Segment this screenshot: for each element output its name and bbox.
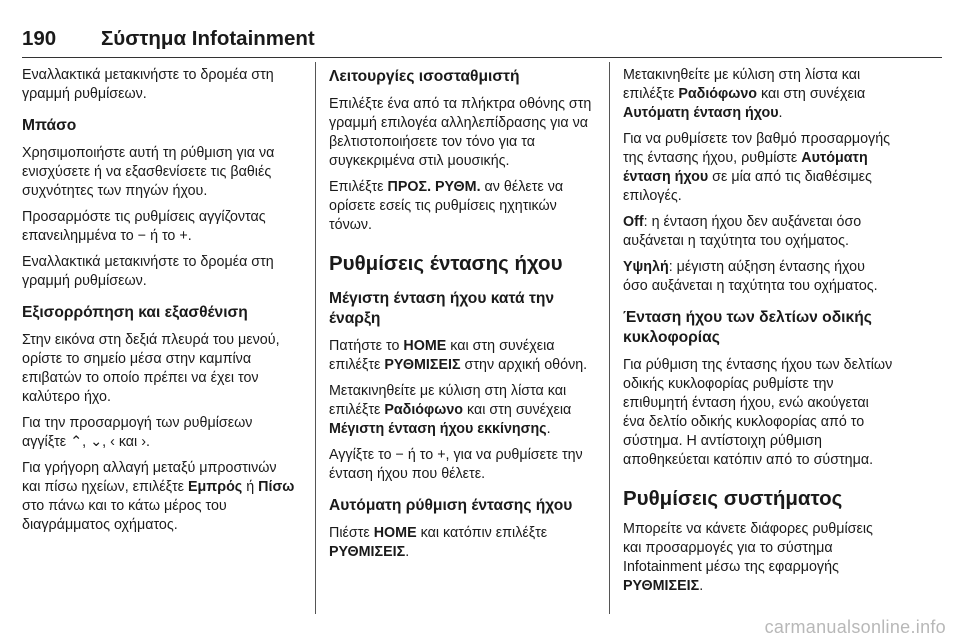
- paragraph: [22, 414, 298, 452]
- page-header: [22, 27, 315, 51]
- page-title: Σύστημα Infotainment: [101, 27, 315, 50]
- paragraph: Για ρύθμιση της έντασης ήχου των δελτίων οδικής κυκλοφορίας ρυθμίστε την επιθυμητή ένταση ήχου, ενώ ακούγεται ένα δελτίο οδικής κυκλοφορίας από το σύστημα. Η αντίστοιχη ρύθμιση αποθηκεύεται κατόπιν από το σύστημα.: [623, 357, 893, 468]
- text: .: [699, 578, 704, 594]
- text: στο πάνω και το κάτω μέρος του διαγράμματος οχήματος.: [22, 498, 227, 533]
- text: Μετακινηθείτε με κύλιση στη λίστα και επιλέξτε: [329, 383, 567, 418]
- radio-label: Ραδιόφωνο: [384, 402, 464, 418]
- paragraph: Εναλλακτικά μετακινήστε το δρομέα στη γραμμή ρυθμίσεων.: [22, 67, 274, 102]
- page-number: 190: [22, 27, 57, 50]
- minus-icon: −: [395, 447, 404, 463]
- text: και κατόπιν επιλέξτε: [420, 525, 548, 541]
- heading-bass: Μπάσο: [22, 117, 77, 134]
- paragraph: Επιλέξτε ένα από τα πλήκτρα οθόνης στη γραμμή επιλογέα αλληλεπίδρασης για να βελτιστοποιήσετε τον τόνο για τα συγκεκριμένα στιλ μουσικής.: [329, 96, 592, 169]
- text: και στη συνέχεια: [467, 402, 572, 418]
- column-2: [329, 62, 599, 569]
- settings-label: ΡΥΘΜΙΣΕΙΣ: [384, 357, 461, 373]
- option-rear: Πίσω: [258, 479, 295, 495]
- text: , για να ρυθμίσετε την ένταση ήχου που θέλετε.: [329, 447, 583, 482]
- paragraph: [329, 446, 599, 484]
- heading-traffic-volume: Ένταση ήχου των δελτίων οδικής κυκλοφορίας: [623, 309, 872, 346]
- text: ή το: [407, 447, 434, 463]
- heading-volume-settings: Ρυθμίσεις έντασης ήχου: [329, 252, 563, 275]
- text: .: [405, 544, 410, 560]
- option-front: Εμπρός: [188, 479, 243, 495]
- column-1: [22, 62, 298, 542]
- column-divider-1: [315, 62, 316, 614]
- chevron-left-icon: ‹: [110, 434, 115, 450]
- heading-max-startup-volume: Μέγιστη ένταση ήχου κατά την έναρξη: [329, 290, 555, 327]
- text: ,: [102, 434, 107, 450]
- heading-balance: Εξισορρόπηση και εξασθένιση: [22, 304, 248, 321]
- text: Για την προσαρμογή των ρυθμίσεων αγγίξτε: [22, 415, 253, 450]
- text: ή το: [150, 228, 176, 244]
- text: Αγγίξτε το: [329, 447, 392, 463]
- chevron-right-icon: ›: [141, 434, 146, 450]
- text: αν θέλετε να ορίσετε εσείς τις ρυθμίσεις ηχητικών τόνων.: [329, 179, 564, 233]
- text: ή: [246, 479, 255, 495]
- text: : μέγιστη αύξηση έντασης ήχου όσο αυξάνεται η ταχύτητα του οχήματος.: [623, 259, 878, 294]
- paragraph: [623, 66, 893, 123]
- text: Για γρήγορη αλλαγή μεταξύ μπροστινών και πίσω ηχείων, επιλέξτε: [22, 460, 277, 495]
- text: Πιέστε: [329, 525, 370, 541]
- heading-auto-volume: Αυτόματη ρύθμιση έντασης ήχου: [329, 497, 573, 514]
- paragraph: [329, 178, 599, 235]
- paragraph: [329, 337, 599, 375]
- chevron-up-icon: ⌃: [70, 434, 83, 450]
- home-label: HOME: [373, 525, 417, 541]
- paragraph: [329, 382, 599, 439]
- paragraph: [22, 459, 298, 535]
- column-divider-2: [609, 62, 610, 614]
- text: .: [778, 105, 783, 121]
- column-3: [623, 62, 893, 603]
- text: και στη συνέχεια: [761, 86, 866, 102]
- heading-equalizer: Λειτουργίες ισοσταθμιστή: [329, 68, 520, 85]
- option-high: Υψηλή: [623, 259, 669, 275]
- heading-system-settings: Ρυθμίσεις συστήματος: [623, 487, 843, 510]
- radio-label: Ραδιόφωνο: [678, 86, 758, 102]
- text: Μετακινηθείτε με κύλιση στη λίστα και επιλέξτε: [623, 67, 861, 102]
- text: Για να ρυθμίσετε τον βαθμό προσαρμογής της έντασης ήχου, ρυθμίστε: [623, 131, 891, 166]
- paragraph: [623, 520, 893, 596]
- text: σε μία από τις διαθέσιμες επιλογές.: [623, 169, 872, 204]
- paragraph: Χρησιμοποιήστε αυτή τη ρύθμιση για να ενισχύσετε ή να εξασθενίσετε τις βαθιές συχνότητες των πηγών ήχου.: [22, 145, 275, 199]
- minus-icon: −: [137, 228, 147, 244]
- settings-label: ΡΥΘΜΙΣΕΙΣ: [623, 578, 700, 594]
- auto-volume-label: Αυτόματη ένταση ήχου: [623, 105, 779, 121]
- settings-label: ΡΥΘΜΙΣΕΙΣ: [329, 544, 406, 560]
- max-startup-volume-label: Μέγιστη ένταση ήχου εκκίνησης: [329, 421, 547, 437]
- paragraph: [329, 524, 599, 562]
- text: : η ένταση ήχου δεν αυξάνεται όσο αυξάνεται η ταχύτητα του οχήματος.: [623, 214, 862, 249]
- text: Μπορείτε να κάνετε διάφορες ρυθμίσεις και προσαρμογές για το σύστημα Infotainment μέσω της εφαρμογής: [623, 521, 873, 575]
- text: .: [145, 434, 150, 450]
- text: ,: [82, 434, 87, 450]
- text: και στη συνέχεια επιλέξτε: [329, 338, 555, 373]
- plus-icon: +: [179, 228, 188, 244]
- chevron-down-icon: ⌄: [90, 434, 103, 450]
- watermark: carmanualsonline.info: [764, 617, 946, 637]
- text: στην αρχική οθόνη.: [464, 357, 588, 373]
- home-label: HOME: [403, 338, 447, 354]
- paragraph: [623, 130, 893, 206]
- header-rule: [22, 57, 942, 58]
- auto-volume-label: Αυτόματη ένταση ήχου: [623, 150, 868, 185]
- text: Προσαρμόστε τις ρυθμίσεις αγγίζοντας επανειλημμένα το: [22, 209, 266, 244]
- text: και: [118, 434, 138, 450]
- plus-icon: +: [437, 447, 446, 463]
- text: Πατήστε το: [329, 338, 400, 354]
- paragraph: Στην εικόνα στη δεξιά πλευρά του μενού, ορίστε το σημείο μέσα στην καμπίνα επιβατών το οποίο πρέπει να έχει τον καλύτερο ήχο.: [22, 332, 280, 405]
- paragraph: Εναλλακτικά μετακινήστε το δρομέα στη γραμμή ρυθμίσεων.: [22, 254, 274, 289]
- option-custom: ΠΡΟΣ. ΡΥΘΜ.: [387, 179, 481, 195]
- paragraph: [623, 213, 893, 251]
- paragraph: [22, 208, 298, 246]
- text: .: [546, 421, 551, 437]
- paragraph: [623, 258, 893, 296]
- text: Επιλέξτε: [329, 179, 384, 195]
- option-off: Off: [623, 214, 644, 230]
- text: .: [187, 228, 192, 244]
